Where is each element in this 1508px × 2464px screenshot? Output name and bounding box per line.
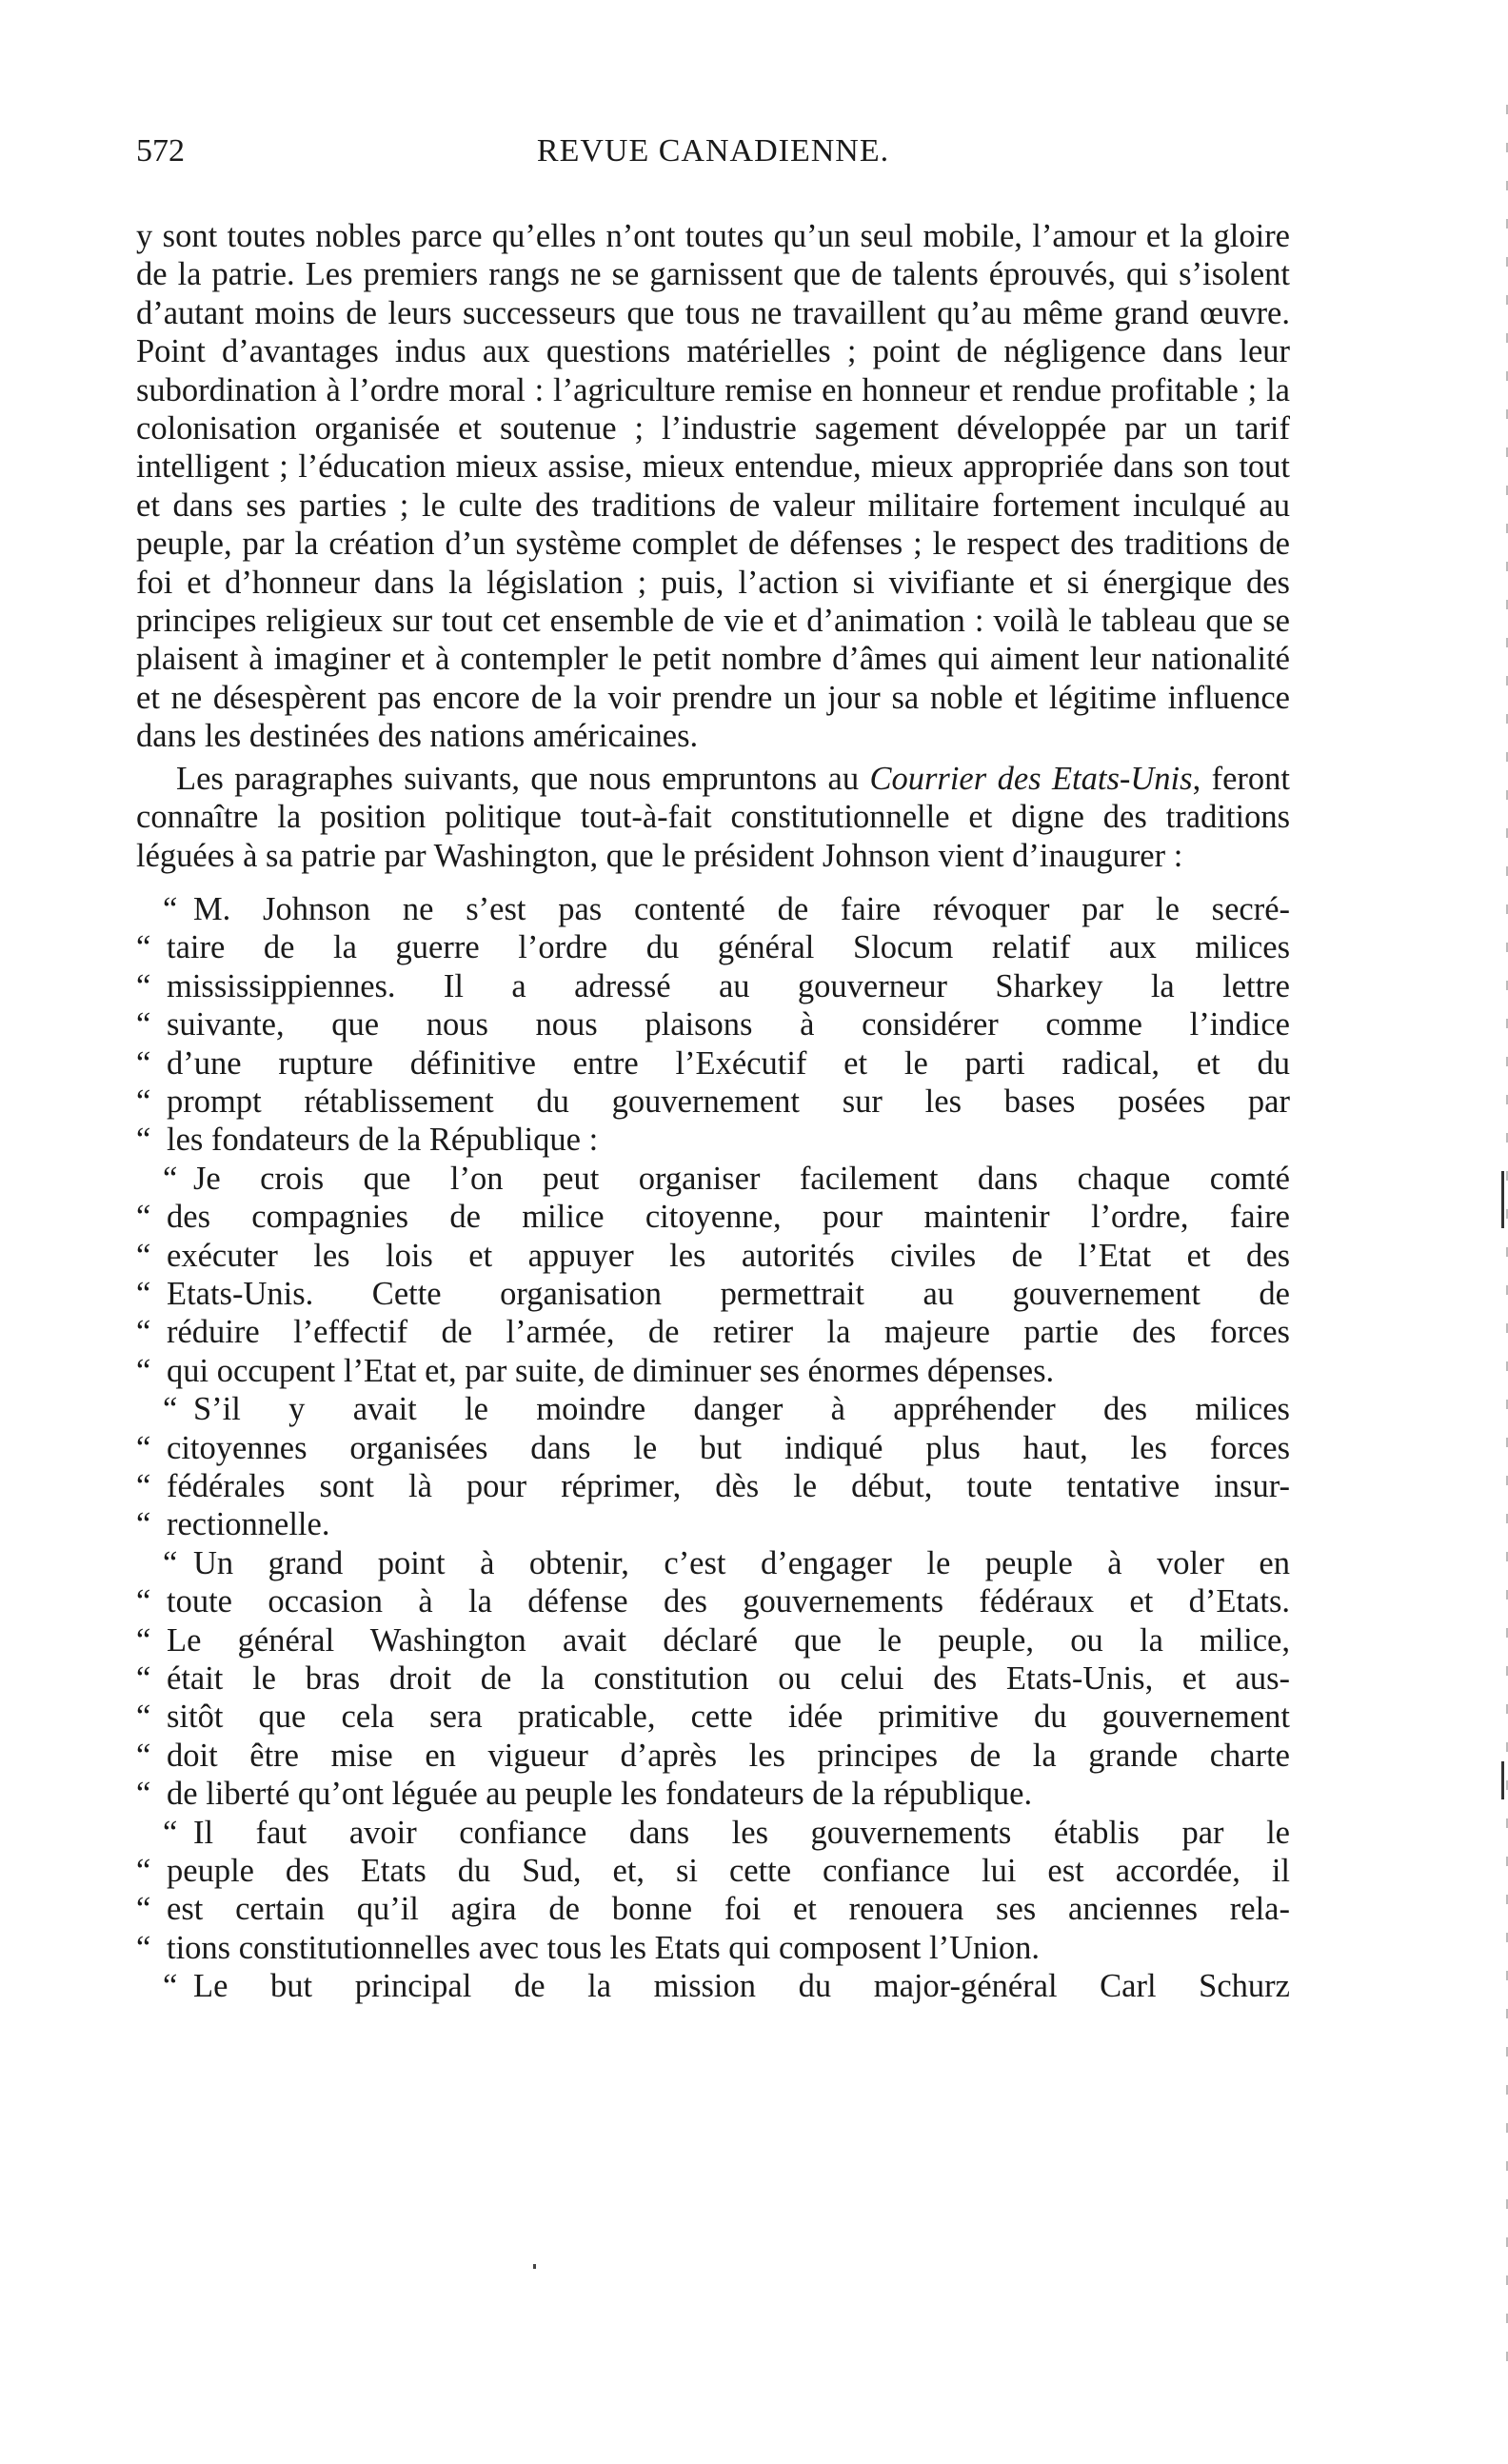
quote-line [136,1505,1290,1543]
quote-mark: “ [136,1621,151,1659]
quote-line-text: Il faut avoir confiance dans les gouvernements établis par le [193,1814,1290,1851]
quote-line [136,1814,1290,1852]
quote-line-text: mississippiennes. Il a adressé au gouverneur Sharkey la lettre [167,967,1290,1004]
quote-line-text: doit être mise en vigueur d’après les principes de la grande charte [167,1737,1290,1774]
quote-line-text: peuple des Etats du Sud, et, si cette confiance lui est accordée, il [167,1853,1290,1890]
paragraph-2 [136,760,1290,875]
quote-line [136,967,1290,1005]
quote-line [136,890,1290,928]
quote-line [136,1659,1290,1698]
quote-line [136,1121,1290,1159]
quote-mark: “ [163,1160,178,1197]
quote-line [136,1352,1290,1390]
body-text [136,217,1290,2006]
quote-line-text: Le général Washington avait déclaré que le peuple, ou la milice, [167,1621,1290,1659]
quote-line [136,1198,1290,1236]
quote-line-text: réduire l’effectif de l’armée, de retirer la majeure partie des forces [167,1314,1290,1351]
quote-mark: “ [136,1275,151,1312]
quote-mark: “ [136,967,151,1004]
quote-line-text: de liberté qu’ont léguée au peuple les fondateurs de la république. [167,1776,1033,1813]
quote-line [136,1237,1290,1275]
quote-line-text: taire de la guerre l’ordre du général Slocum relatif aux milices [167,929,1290,966]
quote-mark: “ [136,1199,151,1236]
quote-line [136,928,1290,966]
quote-mark: “ [163,1544,178,1581]
quote-mark: “ [136,1044,151,1082]
quote-line [136,1313,1290,1351]
quote-line [136,1775,1290,1813]
quote-line [136,1929,1290,1967]
quote-line [136,1582,1290,1620]
quote-mark: “ [136,1737,151,1774]
quote-mark: “ [136,1122,151,1159]
quote-mark: “ [136,1352,151,1389]
quoted-letter [136,890,1290,2006]
quote-line-text: rectionnelle. [167,1506,330,1543]
quote-line-text: était le bras droit de la constitution ou celui des Etats-Unis, et aus- [167,1660,1290,1698]
quote-line-text: toute occasion à la défense des gouvernements fédéraux et d’Etats. [167,1583,1290,1620]
paragraph-2-after: , feront connaître la position politique tout-à-fait constitutionnelle et digne des traditions léguées à sa patrie par Washington, que le président Johnson vient d’inaugurer : [136,760,1290,874]
quote-line [136,1621,1290,1659]
quote-line-text: des compagnies de milice citoyenne, pour maintenir l’ordre, faire [167,1199,1290,1236]
quote-mark: “ [136,1583,151,1620]
quote-line [136,1275,1290,1313]
page-edge-mark [1501,1761,1504,1799]
quote-mark: “ [163,1968,178,2005]
quote-line-text: citoyennes organisées dans le but indiqué plus haut, les forces [167,1429,1290,1466]
ink-speck [533,2264,536,2269]
newspaper-title: Courrier des Etats-Unis [869,760,1193,797]
quote-mark: “ [136,1699,151,1736]
page-edge-mark [1501,1171,1504,1228]
paragraph-1: y sont toutes nobles parce qu’elles n’ont toutes qu’un seul mobile, l’amour et la gloire de la patrie. Les premiers rangs ne se garnissent que de talents éprouvés, qui s’isolent d’autant moins de leurs successeurs que tous ne travaillent qu’au même grand œuvre. Point d’avantages indus aux questions matérielles ; point de négligence dans leur subordination à l’ordre moral : l’agriculture remise en honneur et rendue profitable ; la colonisation organisée et soutenue ; l’industrie sagement développée par un tarif intelligent ; l’éducation mieux assise, mieux entendue, mieux appropriée dans son tout et dans ses parties ; le culte des traditions de valeur militaire fortement inculqué au peuple, par la création d’un système complet de défenses ; le respect des traditions de foi et d’honneur dans la législation ; puis, l’action si vivifiante et si énergique des principes religieux sur tout cet ensemble de vie et d’animation : voilà le tableau que se plaisent à imaginer et à contempler le petit nombre d’âmes qui aiment leur nationalité et ne désespèrent pas encore de la voir prendre un jour sa noble et légitime influence dans les destinées des nations américaines. [136,218,1290,755]
quote-line-text: M. Johnson ne s’est pas contenté de faire révoquer par le secré- [193,890,1290,927]
quote-line-text: S’il y avait le moindre danger à appréhender des milices [193,1391,1290,1428]
quote-line [136,1890,1290,1928]
quote-line-text: Etats-Unis. Cette organisation permettrait au gouvernement de [167,1275,1290,1312]
quote-mark: “ [136,1083,151,1120]
quote-line-text: Le but principal de la mission du major-général Carl Schurz [193,1968,1290,2005]
quote-line-text: suivante, que nous nous plaisons à considérer comme l’indice [167,1006,1290,1043]
quote-mark: “ [136,1853,151,1890]
quote-line-text: sitôt que cela sera praticable, cette idée primitive du gouvernement [167,1699,1290,1736]
quote-line [136,1852,1290,1890]
quote-mark: “ [136,1776,151,1813]
quote-line-text: d’une rupture définitive entre l’Exécutif et le parti radical, et du [167,1044,1290,1082]
quote-line [136,1044,1290,1083]
quote-line-text: est certain qu’il agira de bonne foi et renouera ses anciennes rela- [167,1891,1290,1928]
quote-mark: “ [163,890,178,927]
quote-mark: “ [163,1391,178,1428]
quote-line-text: Un grand point à obtenir, c’est d’engager le peuple à voler en [193,1544,1290,1581]
quote-line [136,1083,1290,1121]
quote-mark: “ [136,929,151,966]
quote-mark: “ [136,1506,151,1543]
page-header [136,133,1290,181]
quote-line [136,1698,1290,1736]
quote-line [136,1737,1290,1775]
page-number: 572 [136,133,185,169]
quote-mark: “ [136,1237,151,1274]
quote-mark: “ [163,1814,178,1851]
quote-mark: “ [136,1006,151,1043]
quote-line-text: exécuter les lois et appuyer les autorités civiles de l’Etat et des [167,1237,1290,1274]
quote-line [136,1005,1290,1043]
quote-line [136,1429,1290,1467]
quote-line [136,1390,1290,1428]
quote-line-text: fédérales sont là pour réprimer, dès le début, toute tentative insur- [167,1468,1290,1504]
running-title: REVUE CANADIENNE. [536,133,890,169]
quote-mark: “ [136,1468,151,1504]
quote-line-text: les fondateurs de la République : [167,1122,599,1159]
quote-mark: “ [136,1429,151,1466]
quote-line [136,1160,1290,1198]
quote-mark: “ [136,1314,151,1351]
quote-mark: “ [136,1929,151,1966]
quote-mark: “ [136,1891,151,1928]
quote-line [136,1544,1290,1582]
quote-line-text: Je crois que l’on peut organiser facilement dans chaque comté [193,1160,1290,1197]
quote-line-text: tions constitutionnelles avec tous les Etats qui composent l’Union. [167,1929,1040,1966]
quote-line-text: prompt rétablissement du gouvernement sur les bases posées par [167,1083,1290,1120]
quote-line [136,1967,1290,2005]
paragraph-2-before: Les paragraphes suivants, que nous empruntons au [176,760,870,797]
quote-line-text: qui occupent l’Etat et, par suite, de diminuer ses énormes dépenses. [167,1352,1055,1389]
quote-mark: “ [136,1660,151,1698]
quote-line [136,1467,1290,1505]
